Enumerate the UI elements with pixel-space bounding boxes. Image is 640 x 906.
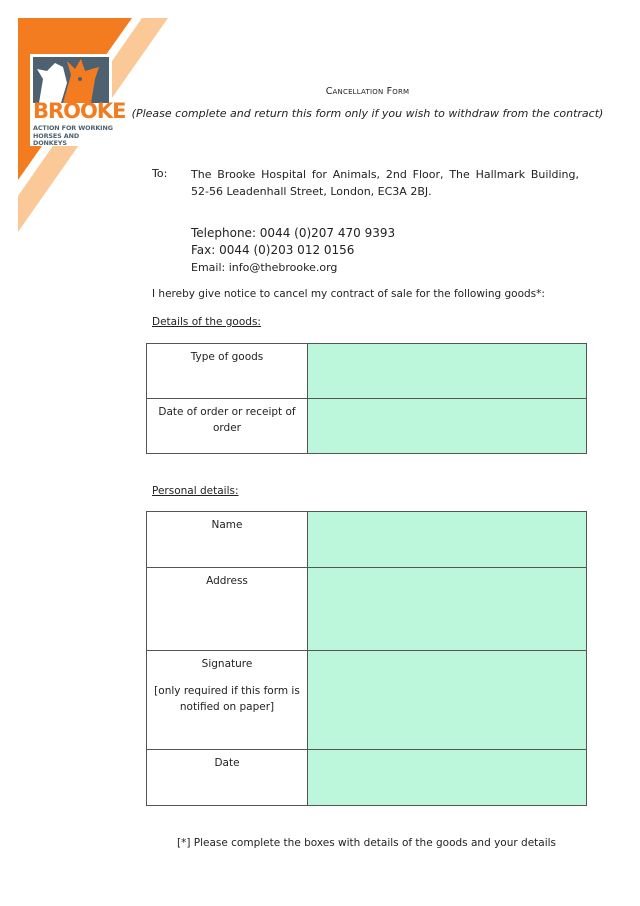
order-date-label: Date of order or receipt of order <box>147 399 308 454</box>
address-field[interactable] <box>308 568 587 651</box>
table-row <box>147 651 587 750</box>
recipient-address: The Brooke Hospital for Animals, 2nd Floor, The Hallmark Building, 52-56 Leadenhall Street, London, EC3A 2BJ. <box>191 168 579 198</box>
table-row <box>147 399 587 454</box>
personal-table <box>146 511 587 806</box>
logo-wordmark: BROOKE <box>33 99 126 123</box>
personal-heading: Personal details: <box>152 485 239 497</box>
address-label: Address <box>147 568 308 651</box>
table-row <box>147 512 587 568</box>
order-date-field[interactable] <box>308 399 587 454</box>
table-row <box>147 568 587 651</box>
signature-label: Signature <box>201 658 253 670</box>
table-row <box>147 750 587 806</box>
logo-tagline: ACTION FOR WORKING HORSES AND DONKEYS <box>33 124 113 148</box>
to-label: To: <box>152 167 168 180</box>
email: Email: info@thebrooke.org <box>191 261 338 274</box>
signature-field[interactable] <box>308 651 587 750</box>
cancellation-notice: I hereby give notice to cancel my contract of sale for the following goods*: <box>152 288 545 300</box>
fax: Fax: 0044 (0)203 012 0156 <box>191 243 355 257</box>
signature-hint: [only required if this form is notified on paper] <box>154 685 300 713</box>
goods-heading: Details of the goods: <box>152 316 261 328</box>
form-subtitle: (Please complete and return this form only if you wish to withdraw from the contract) <box>131 107 604 120</box>
type-of-goods-label: Type of goods <box>147 344 308 399</box>
goods-table <box>146 343 587 454</box>
brooke-logo <box>30 54 126 148</box>
contact-block <box>191 225 395 276</box>
name-field[interactable] <box>308 512 587 568</box>
date-field[interactable] <box>308 750 587 806</box>
name-label: Name <box>147 512 308 568</box>
telephone: Telephone: 0044 (0)207 470 9393 <box>191 226 396 240</box>
table-row <box>147 344 587 399</box>
signature-cell <box>147 651 308 750</box>
form-title: Cancellation Form <box>325 86 410 97</box>
type-of-goods-field[interactable] <box>308 344 587 399</box>
footnote: [*] Please complete the boxes with details of the goods and your details <box>176 837 557 849</box>
date-label: Date <box>147 750 308 806</box>
